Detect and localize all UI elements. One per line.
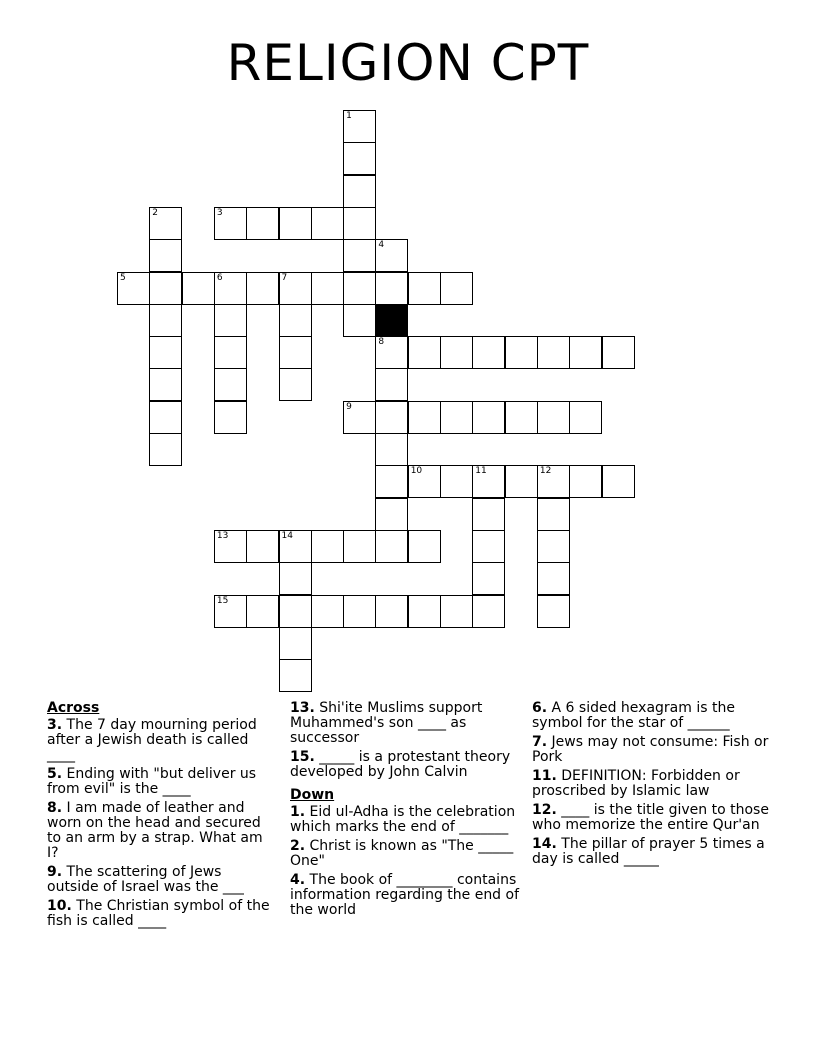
grid-cell[interactable] — [375, 401, 408, 434]
grid-cell[interactable] — [343, 272, 376, 305]
cell-number: 8 — [378, 337, 385, 348]
grid-cell[interactable] — [343, 304, 376, 337]
grid-cell[interactable] — [343, 530, 376, 563]
grid-cell[interactable] — [440, 336, 473, 369]
cell-number: 14 — [281, 530, 293, 541]
grid-cell[interactable] — [149, 368, 182, 401]
grid-cell[interactable] — [214, 530, 247, 563]
down-heading: Down — [290, 787, 335, 803]
cell-number: 13 — [216, 530, 229, 541]
grid-cell[interactable] — [246, 272, 279, 305]
clue-across-15: 15. _____ is a protestant theory developed by John Calvin — [290, 749, 511, 780]
grid-cell[interactable] — [505, 465, 538, 498]
cell-number: 4 — [378, 240, 385, 251]
grid-cell[interactable] — [408, 595, 441, 628]
cell-number: 9 — [346, 401, 352, 412]
grid-cell[interactable] — [375, 239, 408, 272]
grid-cell[interactable] — [343, 142, 376, 175]
grid-cell[interactable] — [149, 239, 182, 272]
grid-cell[interactable] — [375, 595, 408, 628]
cell-number: 12 — [539, 466, 552, 477]
grid-cell[interactable] — [375, 433, 408, 466]
grid-cell[interactable] — [537, 465, 570, 498]
cell-number: 5 — [120, 272, 126, 283]
grid-cell[interactable] — [537, 562, 570, 595]
grid-cell[interactable] — [246, 207, 279, 240]
grid-cell[interactable] — [602, 465, 635, 498]
cell-number: 6 — [216, 272, 223, 283]
grid-cell[interactable] — [440, 401, 473, 434]
grid-cell[interactable] — [214, 272, 247, 305]
grid-cell[interactable] — [505, 336, 538, 369]
clue-down-2: 2. Christ is known as "The _____ One" — [290, 838, 514, 869]
grid-cell[interactable] — [149, 304, 182, 337]
grid-cell[interactable] — [149, 272, 182, 305]
clue-across-9: 9. The scattering of Jews outside of Israel was the ___ — [47, 864, 244, 895]
grid-cell[interactable] — [149, 433, 182, 466]
clue-across-10: 10. The Christian symbol of the fish is called ____ — [47, 898, 270, 929]
grid-cell[interactable] — [440, 465, 473, 498]
grid-cell[interactable] — [569, 465, 602, 498]
grid-cell[interactable] — [472, 498, 505, 531]
grid-cell[interactable] — [408, 336, 441, 369]
clue-down-7: 7. Jews may not consume: Fish or Pork — [532, 734, 769, 765]
cell-number: 2 — [152, 207, 159, 218]
grid-cell[interactable] — [472, 595, 505, 628]
grid-cell[interactable] — [505, 401, 538, 434]
grid-cell[interactable] — [343, 401, 376, 434]
grid-cell[interactable] — [279, 562, 312, 595]
grid-cell-black — [375, 304, 408, 337]
grid-cell[interactable] — [472, 336, 505, 369]
grid-cell[interactable] — [375, 368, 408, 401]
grid-cell[interactable] — [537, 498, 570, 531]
grid-cell[interactable] — [214, 595, 247, 628]
grid-cell[interactable] — [279, 272, 312, 305]
grid-cell[interactable] — [149, 401, 182, 434]
grid-cell[interactable] — [472, 465, 505, 498]
cell-number: 3 — [216, 207, 223, 218]
grid-cell[interactable] — [279, 304, 312, 337]
clue-column-2 — [290, 700, 526, 918]
grid-cell[interactable] — [149, 207, 182, 240]
cell-number: 11 — [475, 466, 487, 477]
cell-number: 15 — [216, 595, 229, 606]
grid-cell[interactable] — [214, 207, 247, 240]
grid-cell[interactable] — [311, 207, 344, 240]
grid-cell[interactable] — [214, 304, 247, 337]
grid-cell[interactable] — [279, 368, 312, 401]
grid-cell[interactable] — [375, 530, 408, 563]
grid-cell[interactable] — [472, 530, 505, 563]
grid-cell[interactable] — [214, 368, 247, 401]
grid-cell[interactable] — [569, 336, 602, 369]
grid-cell[interactable] — [472, 562, 505, 595]
grid-cell[interactable] — [375, 498, 408, 531]
grid-cell[interactable] — [279, 207, 312, 240]
clue-down-12: 12. ____ is the title given to those who memorize the entire Qur'an — [532, 802, 769, 833]
clue-column-1 — [47, 700, 273, 929]
grid-cell[interactable] — [537, 595, 570, 628]
grid-cell[interactable] — [279, 336, 312, 369]
grid-cell[interactable] — [311, 595, 344, 628]
puzzle-title: RELIGION CPT — [226, 34, 590, 92]
grid-cell[interactable] — [343, 110, 376, 143]
clue-down-11: 11. DEFINITION: Forbidden or proscribed by Islamic law — [532, 768, 740, 799]
cell-number: 7 — [281, 272, 288, 283]
grid-cell[interactable] — [375, 272, 408, 305]
clue-across-13: 13. Shi'ite Muslims support Muhammed's son ____ as successor — [290, 700, 483, 746]
clue-column-3 — [532, 700, 770, 867]
clue-across-5: 5. Ending with "but deliver us from evil" is the ____ — [47, 766, 257, 797]
grid-cell[interactable] — [472, 401, 505, 434]
grid-cell[interactable] — [569, 401, 602, 434]
clue-down-1: 1. Eid ul-Adha is the celebration which marks the end of _______ — [290, 804, 516, 835]
clue-across-8: 8. I am made of leather and worn on the head and secured to an arm by a strap. What am I? — [47, 800, 263, 861]
grid-cell[interactable] — [408, 465, 441, 498]
grid-cell[interactable] — [149, 336, 182, 369]
grid-cell[interactable] — [311, 530, 344, 563]
grid-cell[interactable] — [602, 336, 635, 369]
grid-cell[interactable] — [279, 595, 312, 628]
clue-across-3: 3. The 7 day mourning period after a Jewish death is called ____ — [47, 717, 257, 763]
grid-cell[interactable] — [537, 530, 570, 563]
grid-cell[interactable] — [279, 627, 312, 660]
grid-cell[interactable] — [343, 595, 376, 628]
grid-cell[interactable] — [408, 401, 441, 434]
grid-cell[interactable] — [440, 595, 473, 628]
grid-cell[interactable] — [537, 401, 570, 434]
grid-cell[interactable] — [117, 272, 150, 305]
grid-cell[interactable] — [246, 595, 279, 628]
grid-cell[interactable] — [182, 272, 215, 305]
across-heading: Across — [47, 700, 100, 716]
grid-cell[interactable] — [311, 272, 344, 305]
clue-down-4: 4. The book of ________ contains information regarding the end of the world — [290, 872, 520, 918]
grid-cell[interactable] — [408, 272, 441, 305]
grid-cell[interactable] — [214, 401, 247, 434]
clue-down-14: 14. The pillar of prayer 5 times a day is called _____ — [532, 836, 765, 867]
grid-cell[interactable] — [440, 272, 473, 305]
grid-cell[interactable] — [375, 465, 408, 498]
grid-cell[interactable] — [214, 336, 247, 369]
cell-number: 10 — [410, 466, 423, 477]
grid-cell[interactable] — [279, 659, 312, 692]
grid-cell[interactable] — [343, 175, 376, 208]
grid-cell[interactable] — [343, 239, 376, 272]
grid-cell[interactable] — [246, 530, 279, 563]
clue-down-6: 6. A 6 sided hexagram is the symbol for the star of ______ — [532, 700, 735, 731]
cell-number: 1 — [346, 111, 352, 121]
grid-cell[interactable] — [537, 336, 570, 369]
grid-cell[interactable] — [279, 530, 312, 563]
grid-cell[interactable] — [375, 336, 408, 369]
grid-cell[interactable] — [408, 530, 441, 563]
grid-cell[interactable] — [343, 207, 376, 240]
